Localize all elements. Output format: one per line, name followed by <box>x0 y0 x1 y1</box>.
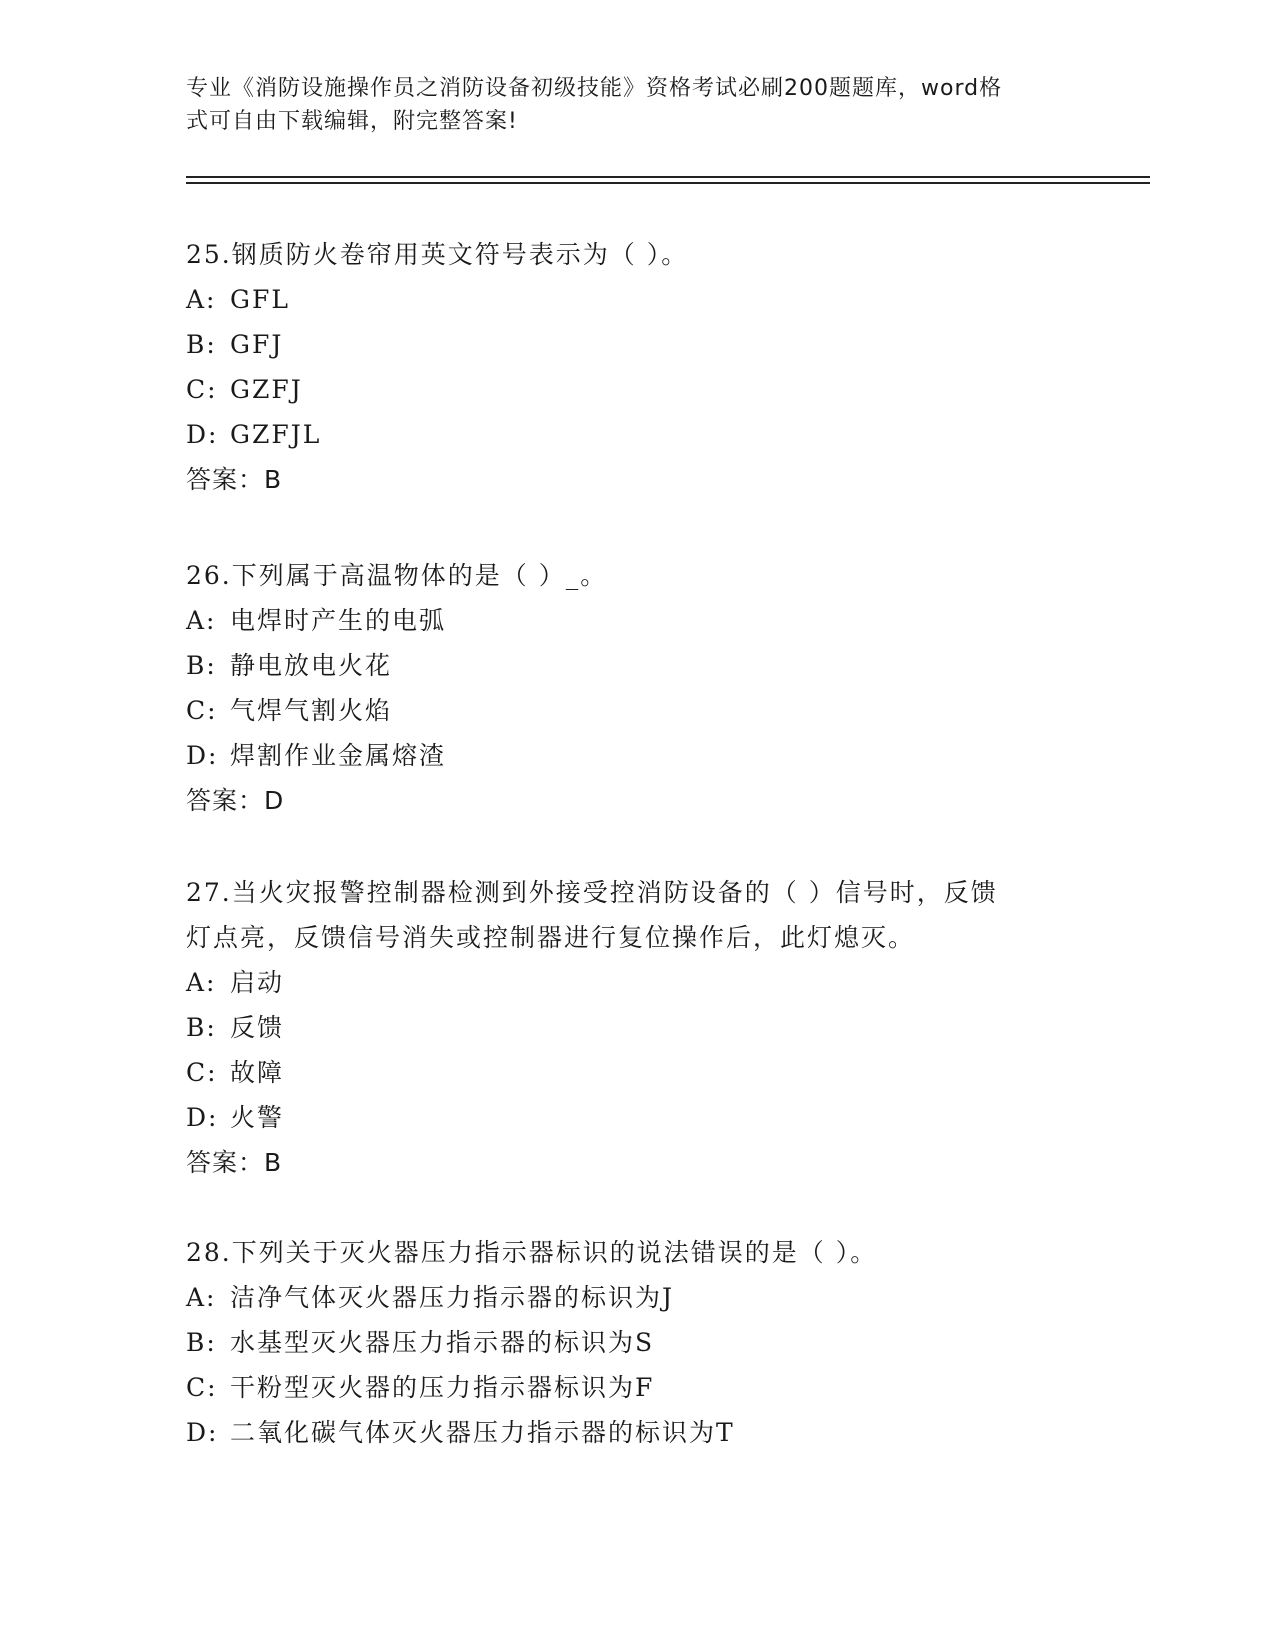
option-text: 二氧化碳气体灭火器压力指示器的标识为T <box>230 1418 735 1447</box>
document-header <box>186 72 1086 138</box>
header-divider-bottom <box>186 182 1150 184</box>
option-key: B: <box>186 651 217 680</box>
option-text: 电焊时产生的电弧 <box>230 606 447 635</box>
question-stem-line-2: 灯点亮，反馈信号消失或控制器进行复位操作后，此灯熄灭。 <box>186 923 916 952</box>
question-stem: 28.下列关于灭火器压力指示器标识的说法错误的是（ ）。 <box>186 1238 878 1267</box>
option-c <box>186 367 1086 412</box>
answer-line: 答案：D <box>186 786 285 815</box>
option-text: GZFJ <box>230 375 303 404</box>
option-text: 反馈 <box>230 1013 285 1042</box>
option-text: 火警 <box>230 1103 285 1132</box>
option-key: B: <box>186 330 217 359</box>
header-divider-top <box>186 176 1150 178</box>
option-key: B: <box>186 1013 217 1042</box>
option-a <box>186 1275 1086 1320</box>
option-d <box>186 733 1086 778</box>
option-text: 气焊气割火焰 <box>230 696 393 725</box>
option-b <box>186 643 1086 688</box>
option-text: GFJ <box>230 330 284 359</box>
option-text: 水基型灭火器压力指示器的标识为S <box>230 1328 655 1357</box>
header-line-1: 专业《消防设施操作员之消防设备初级技能》资格考试必刷200题题库，word格 <box>186 76 1003 101</box>
option-c <box>186 1050 1086 1095</box>
answer-line: 答案：B <box>186 465 283 494</box>
option-text: GZFJL <box>230 420 322 449</box>
question-27 <box>186 870 1086 1185</box>
option-key: A: <box>186 1283 217 1312</box>
question-26 <box>186 553 1086 823</box>
option-key: D: <box>186 1103 219 1132</box>
option-text: GFL <box>230 285 290 314</box>
option-key: C: <box>186 375 218 404</box>
option-key: C: <box>186 1373 218 1402</box>
option-c <box>186 1365 1086 1410</box>
option-key: D: <box>186 420 219 449</box>
option-text: 启动 <box>230 968 285 997</box>
option-key: D: <box>186 741 219 770</box>
question-28 <box>186 1230 1086 1455</box>
option-d <box>186 1410 1086 1455</box>
option-key: C: <box>186 696 218 725</box>
option-text: 洁净气体灭火器压力指示器的标识为J <box>230 1283 675 1312</box>
answer-line: 答案：B <box>186 1148 283 1177</box>
option-key: C: <box>186 1058 218 1087</box>
question-stem: 26.下列属于高温物体的是（ ）_。 <box>186 561 608 590</box>
option-b <box>186 322 1086 367</box>
option-key: A: <box>186 968 217 997</box>
option-text: 焊割作业金属熔渣 <box>230 741 447 770</box>
option-text: 干粉型灭火器的压力指示器标识为F <box>230 1373 655 1402</box>
option-text: 静电放电火花 <box>230 651 393 680</box>
option-b <box>186 1320 1086 1365</box>
option-key: B: <box>186 1328 217 1357</box>
option-text: 故障 <box>230 1058 285 1087</box>
question-stem: 25.钢质防火卷帘用英文符号表示为（ ）。 <box>186 240 689 269</box>
option-a <box>186 598 1086 643</box>
option-c <box>186 688 1086 733</box>
header-line-2: 式可自由下载编辑，附完整答案! <box>186 109 518 134</box>
option-a <box>186 277 1086 322</box>
option-key: A: <box>186 606 217 635</box>
option-d <box>186 1095 1086 1140</box>
question-stem-line-1: 27.当火灾报警控制器检测到外接受控消防设备的（ ）信号时，反馈 <box>186 878 998 907</box>
question-25 <box>186 232 1086 502</box>
option-key: A: <box>186 285 217 314</box>
option-d <box>186 412 1086 457</box>
option-b <box>186 1005 1086 1050</box>
option-a <box>186 960 1086 1005</box>
option-key: D: <box>186 1418 219 1447</box>
